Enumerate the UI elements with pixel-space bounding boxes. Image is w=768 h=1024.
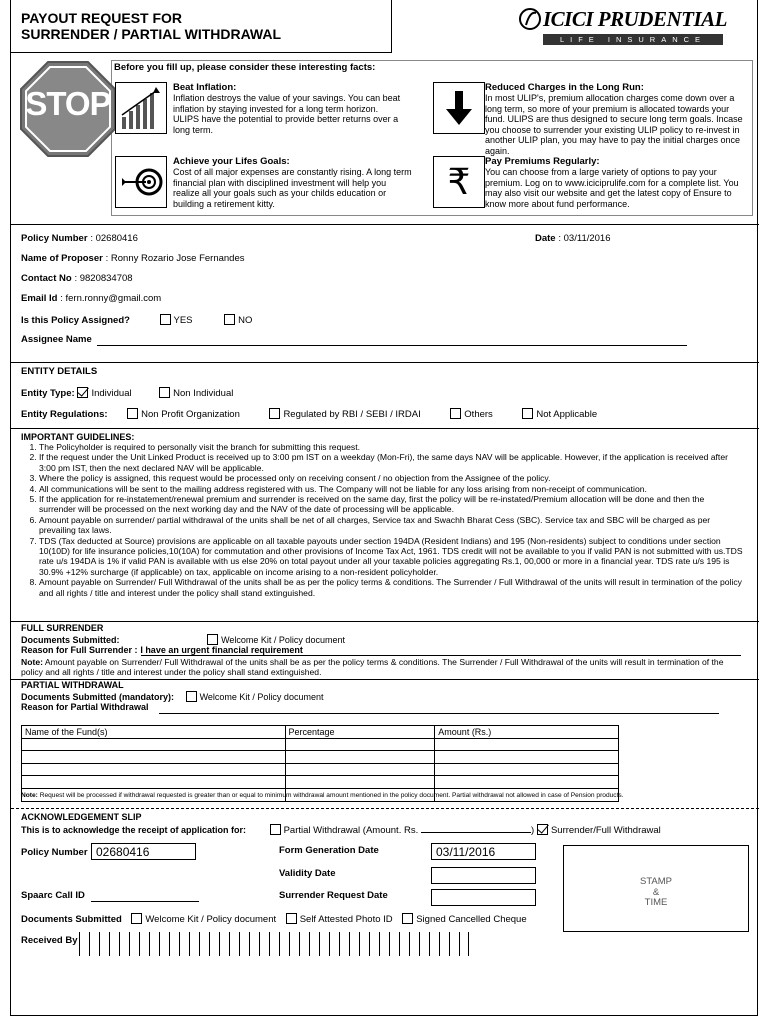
entity-non-individual-checkbox[interactable] [159,387,170,398]
ack-cheque-checkbox[interactable] [402,913,413,924]
logo-emblem-icon [519,7,541,31]
guideline-item: 4. All communications will be sent to the mailing address registered with us. The Company will not be liable for any loss arising from non-receipt of communication. [39,484,743,494]
full-surrender-note: Note: Amount payable on Surrender/ Full Withdrawal of the units shall be as per the policy terms & conditions. The Surrender / Full Withdrawal of the units will result in termination of the policy and all rights / title and interest under the policy shall stand extinguished. [21,657,724,678]
full-surrender-heading: FULL SURRENDER [21,623,104,633]
full-surrender-reason-row: Reason for Full Surrender : I have an urgent financial requirement [21,645,303,655]
fs-reason-value[interactable]: I have an urgent financial requirement [140,645,303,655]
ack-partial-checkbox[interactable] [270,824,281,835]
reg-not-applicable-checkbox[interactable] [522,408,533,419]
funds-table-header [22,726,619,739]
table-row[interactable] [22,738,619,751]
entity-regulations-row: Entity Regulations: Non Profit Organization Regulated by RBI / SEBI / IRDAI Others Not Applicable [21,409,598,420]
col-percentage: Percentage [285,726,435,739]
policy-number-row: Policy Number : 02680416 [21,233,138,244]
guideline-item: 2. If the request under the Unit Linked Product is received up to 3:00 pm IST on a weekday (Mon-Fri), the same days NAV will be applicable. However, if the application is received after 3:00 pm IST, then the next declared NAV will be applicable. [39,452,743,473]
stop-sign-text: STOP [25,85,111,122]
ack-validity-label: Validity Date [279,868,336,879]
proposer-value[interactable]: : Ronny Rozario Jose Fernandes [105,253,245,264]
funds-table [21,725,619,802]
partial-docs-row: Documents Submitted (mandatory): Welcome Kit / Policy document [21,692,324,702]
ack-policy-number-field[interactable]: 02680416 [91,843,196,860]
contact-value[interactable]: : 9820834708 [74,273,133,284]
facts-intro: Before you fill up, please consider these interesting facts: [114,62,376,73]
ack-spaarc-label: Spaarc Call ID [21,890,85,901]
ack-surrender-date-label: Surrender Request Date [279,890,388,901]
ack-receipt-row: This is to acknowledge the receipt of application for: Partial Withdrawal (Amount. Rs. ) Surrender/Full Withdrawal [21,825,661,836]
col-fund-name: Name of the Fund(s) [22,726,286,739]
proposer-row: Name of Proposer : Ronny Rozario Jose Fernandes [21,253,245,264]
assigned-row: Is this Policy Assigned? YES NO [21,315,253,326]
contact-row: Contact No : 9820834708 [21,273,133,284]
ack-form-date-label: Form Generation Date [279,845,379,856]
ack-surrender-date-field[interactable] [431,889,536,906]
date-row: Date : 03/11/2016 [535,233,611,244]
email-value[interactable]: : fern.ronny@gmail.com [60,293,162,304]
table-row[interactable] [22,763,619,776]
assignee-label: Assignee Name [21,334,92,345]
ack-docs-row: Documents Submitted Welcome Kit / Policy document Self Attested Photo ID Signed Cancelled Cheque [21,914,527,925]
form-title-line1: PAYOUT REQUEST FOR [21,10,183,26]
entity-type-row: Entity Type: Individual Non Individual [21,388,234,399]
entity-individual-checkbox[interactable] [77,387,88,398]
pw-welcome-kit-checkbox[interactable] [186,691,197,702]
fact-beat-inflation: Beat Inflation: Inflation destroys the value of your savings. You can beat inflation by staying invested for a long term horizon. ULIPS have the potential to provide better returns over a long term. [173,82,401,135]
ack-form-date-field[interactable]: 03/11/2016 [431,843,536,860]
form-title-line2: SURRENDER / PARTIAL WITHDRAWAL [21,26,282,42]
guidelines-heading: IMPORTANT GUIDELINES: [21,432,135,442]
fact-pay-premiums: Pay Premiums Regularly: You can choose from a large variety of options to pay your premium. Log on to www.iciciprulife.com for a complete list. You may also visit our website and get the latest copy of Ensure to know more about fund performance. [485,156,739,209]
guideline-item: 7. TDS (Tax deducted at Source) provisions are applicable on all taxable payouts under section 194DA (Resident Indians) and 195 (Non-residents) subject to conditions under section 10(10D) for life insurance policies,10(10A) for commutation and other provisions of Income Tax Act, 1961. TDS credit will not be available to you if valid PAN is not submitted with us.TDS rate u/s 194DA is 1% if valid PAN is available with us else 20% on total payout under all your taxable policies aggregating Rs.1, 00,000 or more in a financial year. TDS rate u/s 195 is 30.9% +12% surcharge (if applicable) on tax, applicable on income arising to a non-resident policyholder. [39,536,743,578]
fact-life-goals: Achieve your Lifes Goals: Cost of all major expenses are constantly rising. A long term financial plan with disciplined investment will help you realize all your goals such as your childs education or building a retirement kitty. [173,156,412,209]
form-page [10,0,758,1016]
policy-number-value[interactable]: : 02680416 [90,233,138,244]
ack-photo-id-checkbox[interactable] [286,913,297,924]
partial-heading: PARTIAL WITHDRAWAL [21,680,124,690]
fs-welcome-kit-checkbox[interactable] [207,634,218,645]
target-icon [115,156,167,208]
table-row[interactable] [22,751,619,764]
reg-non-profit-checkbox[interactable] [127,408,138,419]
received-by-char-boxes[interactable] [79,932,469,956]
fact-reduced-charges: Reduced Charges in the Long Run: In most ULIP's, premium allocation charges come down over a long term, so more of your premium is allocated towards your fund. ULIPS are thus designed to secure long term goals. Incase you choose to surrender your existing ULIP policy to re-invest in another ULIP plan, you may have to pay the initial charges once again. [485,82,743,156]
partial-note: Note: Request will be processed if withdrawal requested is greater than or equal to minimum withdrawal amount mentioned in the policy document. Partial withdrawal not allowed in case of Pension products. [21,792,624,799]
email-row: Email Id : fern.ronny@gmail.com [21,293,162,304]
company-logo [519,5,749,49]
growth-chart-icon [115,82,167,134]
ack-validity-field[interactable] [431,867,536,884]
down-arrow-icon [433,82,485,134]
table-row[interactable] [22,776,619,789]
partial-reason-label: Reason for Partial Withdrawal [21,702,149,712]
guidelines-list [21,442,743,598]
assigned-no-checkbox[interactable] [224,314,235,325]
guidelines-section [21,432,743,598]
guideline-item: 6. Amount payable on surrender/ partial withdrawal of the units shall be net of all charges, Service tax and Swachh Bharat Cess (SBC). Service tax and SBC will be charged as per prevailing tax laws. [39,515,743,536]
ack-received-by-label: Received By [21,935,78,946]
rupee-icon: ₹ [433,156,485,208]
ack-heading: ACKNOWLEDGEMENT SLIP [21,812,142,822]
guideline-item: 5. If the application for re-instatement/renewal premium and surrender is received on the same day, first the policy will be re-instated/Premium allocation will be done and then the surrender will be processed on the next working day and the NAV of the date of processing will be applicable. [39,494,743,515]
logo-subtext: LIFE INSURANCE [543,34,723,45]
date-value[interactable]: : 03/11/2016 [558,233,611,244]
ack-surrender-checkbox[interactable] [537,824,548,835]
full-surrender-docs-row: Documents Submitted: Welcome Kit / Policy document [21,635,345,645]
ack-welcome-kit-checkbox[interactable] [131,913,142,924]
guideline-item: 1. The Policyholder is required to personally visit the branch for submitting this request. [39,442,743,452]
entity-heading: ENTITY DETAILS [21,366,98,377]
guideline-item: 8. Amount payable on Surrender/ Full Withdrawal of the units shall be as per the policy terms & conditions. The Surrender / Full Withdrawal of the units will result in termination of the policy and all rights / title and interest under the policy shall stand extinguished. [39,577,743,598]
guideline-item: 3. Where the policy is assigned, this request would be processed only on receiving consent / no objection from the Assignee of the policy. [39,473,743,483]
col-amount: Amount (Rs.) [435,726,619,739]
logo-text: ICICI PRUDENTIAL [543,7,727,31]
partial-reason-input-line[interactable] [159,713,719,714]
ack-spaarc-input-line[interactable] [91,901,199,902]
ack-stamp-box: STAMP & TIME [563,845,749,932]
ack-policy-number-label: Policy Number [21,847,88,858]
assignee-input-line[interactable] [97,345,687,346]
title-box [10,0,392,53]
reg-rbi-sebi-irdai-checkbox[interactable] [269,408,280,419]
assigned-yes-checkbox[interactable] [160,314,171,325]
reg-others-checkbox[interactable] [450,408,461,419]
